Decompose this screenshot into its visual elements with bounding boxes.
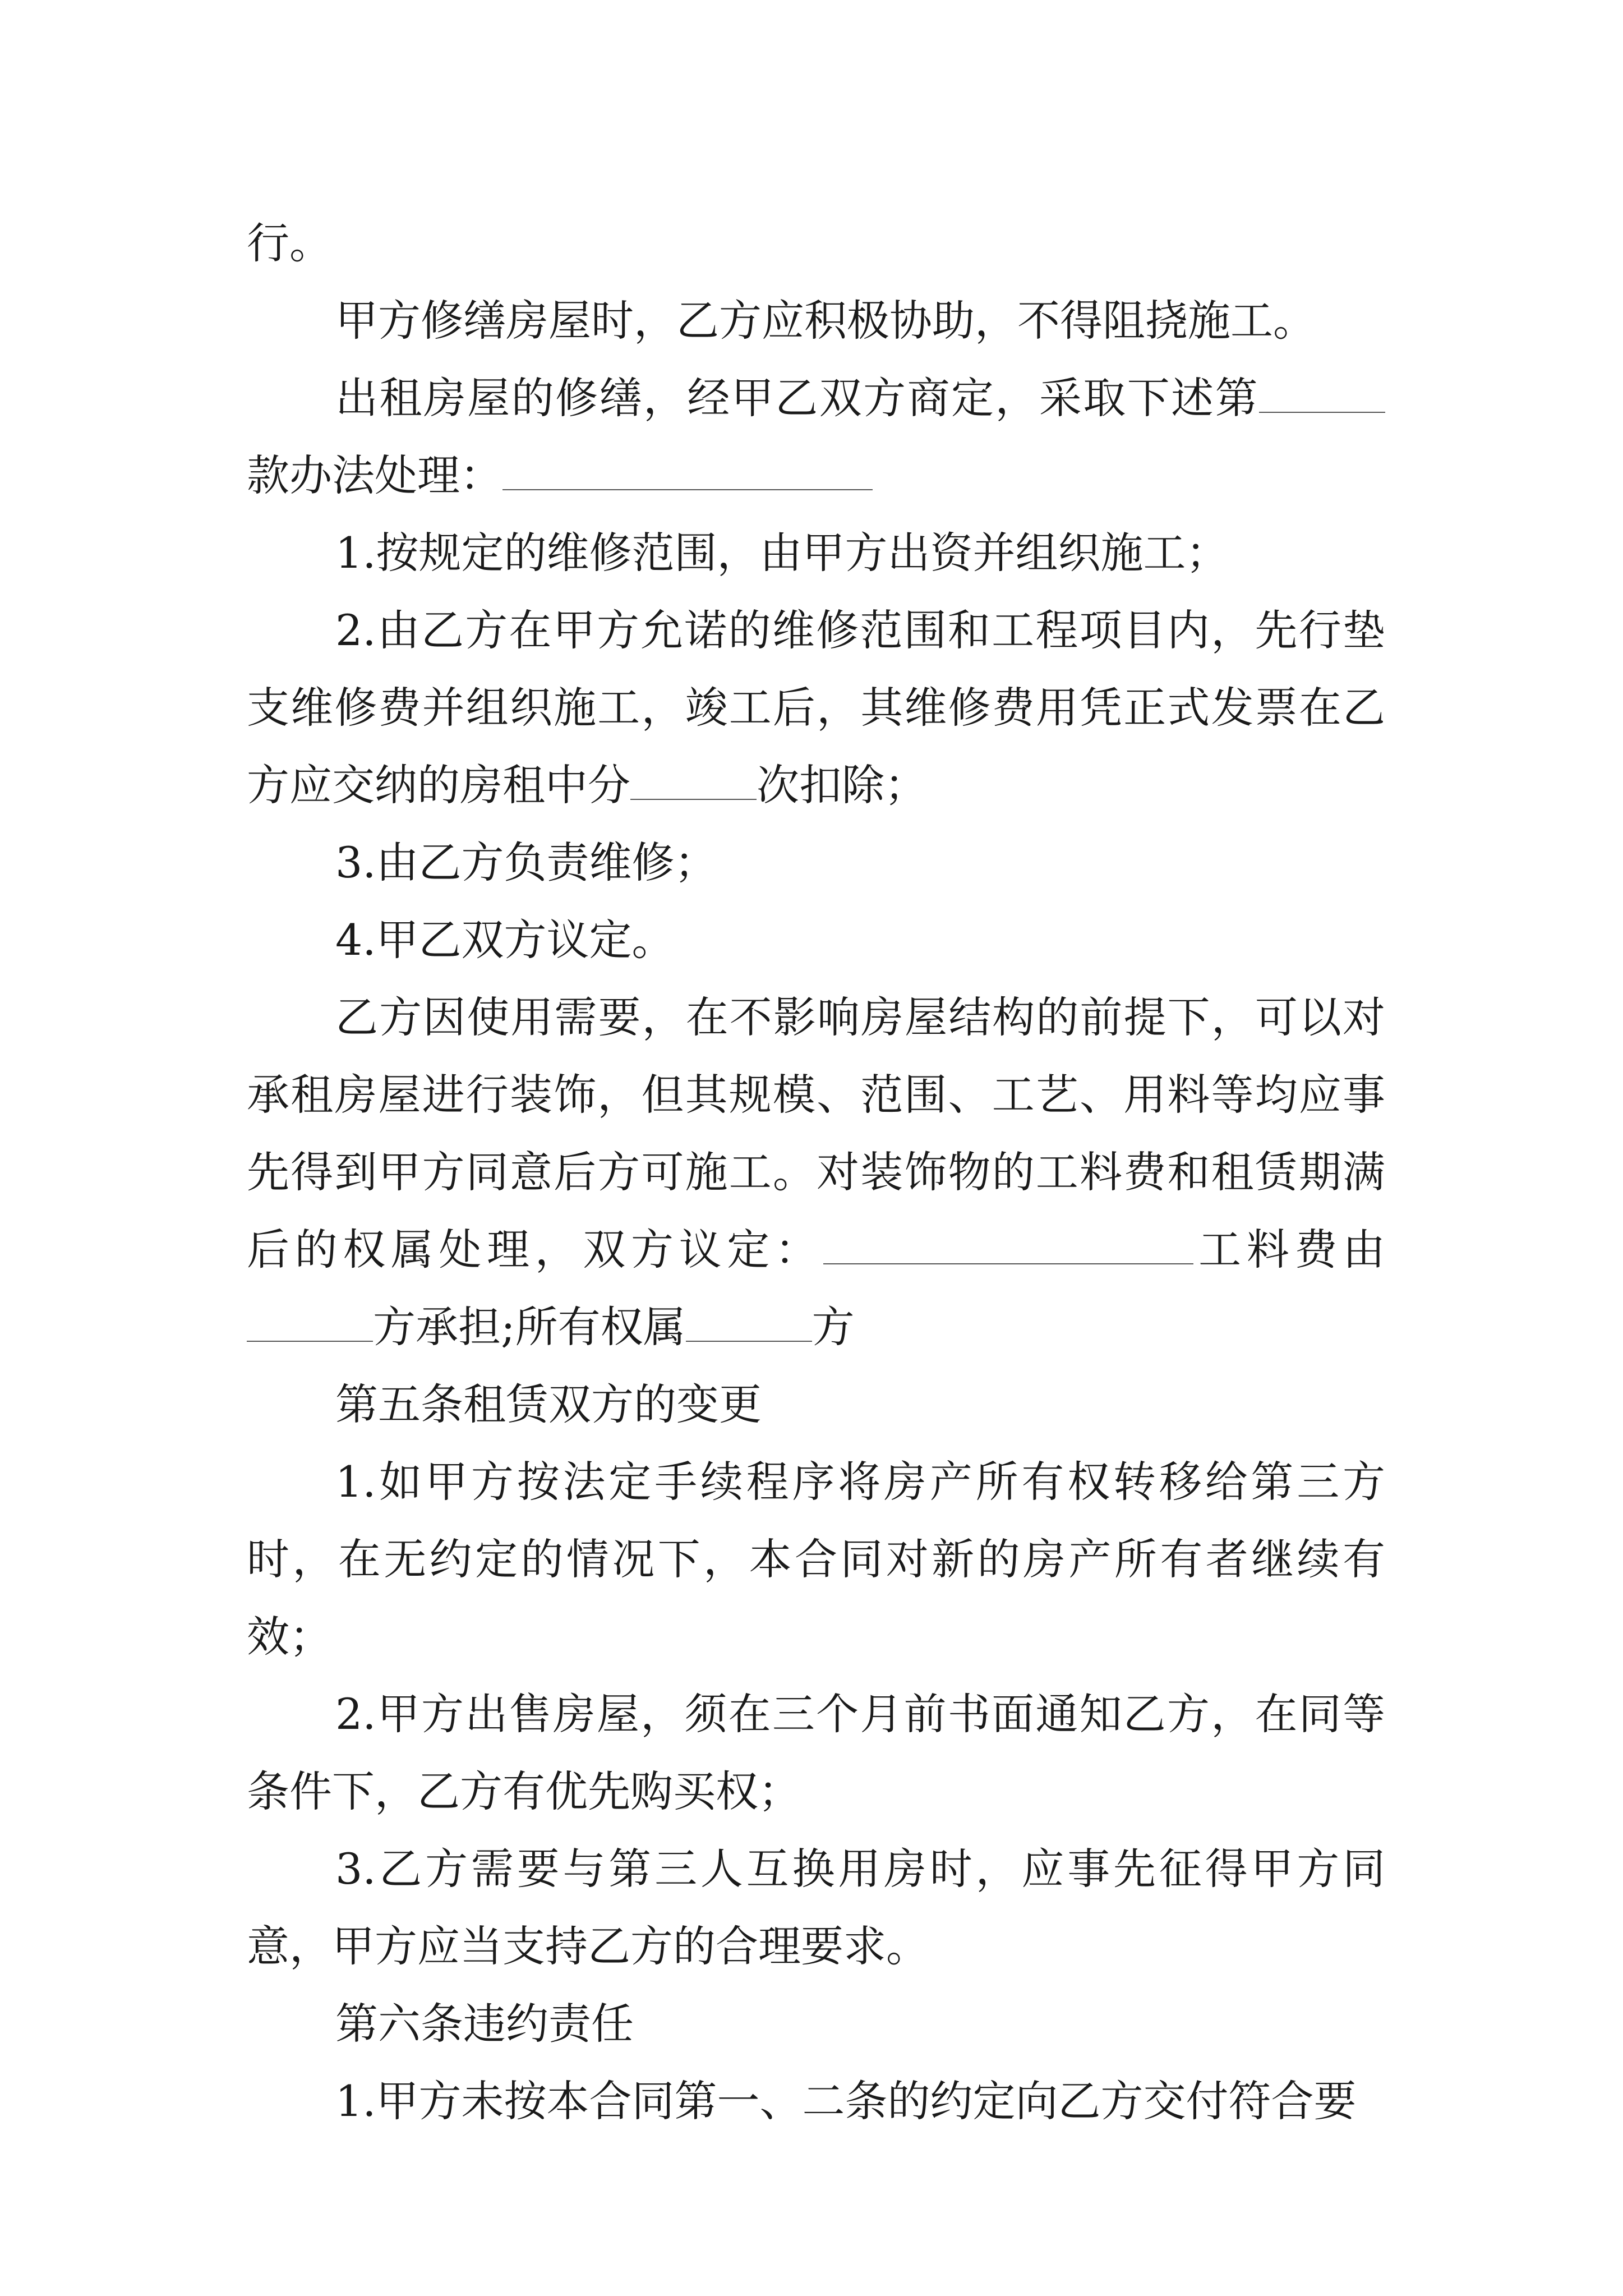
section-heading-5: 第五条租赁双方的变更 — [335, 1379, 762, 1429]
list-item-2: 2.由乙方在甲方允诺的维修范围和工程项目内，先行垫支维修费并组织施工，竣工后，其维修费用凭正式发票在乙方应交纳的房租中分 次扣除； — [247, 605, 1385, 810]
clause-5-2: 2.甲方出售房屋，须在三个月前书面通知乙方，在同等条件下，乙方有优先购买权； — [247, 1689, 1385, 1816]
clause-5-3: 3.乙方需要与第三人互换用房时，应事先征得甲方同意，甲方应当支持乙方的合理要求。 — [247, 1844, 1385, 1971]
paragraph-repair-method: 出租房屋的修缮，经甲乙双方商定，采取下述第款办法处理： — [247, 360, 1385, 514]
fill-blank-decoration-terms[interactable] — [823, 1228, 1193, 1264]
paragraph-decoration: 乙方因使用需要，在不影响房屋结构的前提下，可以对承租房屋进行装饰，但其规模、范围、工艺、用料等均应事先得到甲方同意后方可施工。对装饰物的工料费和租赁期满后的权属处理，双方议定： 工料费由方承担;所有权属 方 — [247, 992, 1385, 1352]
document-page — [247, 205, 1385, 2140]
fill-blank-installments[interactable] — [630, 764, 757, 800]
fill-blank-method[interactable] — [502, 454, 873, 490]
fill-blank-method-number[interactable] — [1259, 377, 1385, 413]
clause-6-1: 1.甲方未按本合同第一、二条的约定向乙方交付符合要 — [335, 2076, 1357, 2126]
fill-blank-ownership-party[interactable] — [686, 1306, 812, 1342]
fill-blank-cost-party[interactable] — [247, 1306, 373, 1342]
paragraph-repair-assist: 甲方修缮房屋时，乙方应积极协助，不得阻挠施工。 — [335, 296, 1316, 346]
list-item-3: 3.由乙方负责维修； — [335, 838, 717, 887]
list-item-4: 4.甲乙双方议定。 — [335, 915, 675, 965]
section-heading-6: 第六条违约责任 — [335, 1999, 634, 2049]
paragraph-continuation: 行。 — [247, 218, 332, 268]
list-item-1: 1.按规定的维修范围，由甲方出资并组织施工； — [335, 528, 1229, 578]
clause-5-1: 1.如甲方按法定手续程序将房产所有权转移给第三方时，在无约定的情况下，本合同对新的房产所有者继续有效； — [247, 1457, 1385, 1662]
